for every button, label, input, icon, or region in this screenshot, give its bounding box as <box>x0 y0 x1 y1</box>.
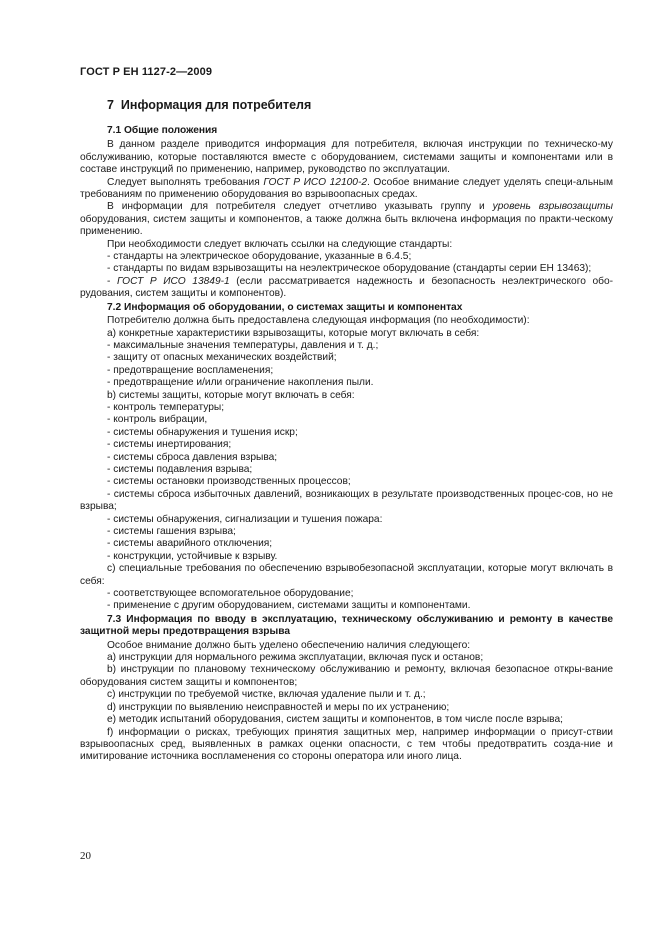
subsection-7-2-title: 7.2 Информация об оборудовании, о системах защиты и компонентах <box>107 301 463 313</box>
list-item: - предотвращение и/или ограничение накопления пыли. <box>107 377 374 389</box>
subsection-7-3-title: 7.3 Информация по вводу в эксплуатацию, техническому обслуживанию и ремонту в качестве защитной меры предотвращения взрыва <box>80 613 613 638</box>
section-number: 7 <box>107 98 114 112</box>
list-item: b) системы защиты, которые могут включать в себя: <box>107 389 355 401</box>
standard-ref: ГОСТ Р ИСО 12100-2 <box>263 176 368 188</box>
list-item: - системы обнаружения, сигнализации и тушения пожара: <box>107 513 383 525</box>
list-item: - стандарты на электрическое оборудование, указанные в 6.4.5; <box>107 251 412 263</box>
paragraph: Потребителю должна быть предоставлена следующая информация (по необходимости): <box>107 315 530 327</box>
list-item: - системы обнаружения и тушения искр; <box>107 426 298 438</box>
list-item: - контроль вибрации, <box>107 414 208 426</box>
list-item: - максимальные значения температуры, давления и т. д.; <box>107 339 379 351</box>
document-id: ГОСТ Р ЕН 1127-2—2009 <box>80 66 213 78</box>
section-title: Информация для потребителя <box>120 98 312 112</box>
list-item: f) информации о рисках, требующих принятия защитных мер, например информации о присут-ствии взрывоопасных сред, выявленных в рамках оценки опасности, с тем чтобы предотвратить созда-ние и имитирование источника воспламенения со стороны оператора или иного лица. <box>80 726 613 763</box>
list-item: - конструкции, устойчивые к взрыву. <box>107 550 278 562</box>
paragraph: Особое внимание должно быть уделено обеспечению наличия следующего: <box>107 639 471 651</box>
list-item: - контроль температуры; <box>107 401 225 413</box>
list-item: - системы инертирования; <box>107 439 232 451</box>
paragraph: В информации для потребителя следует отчетливо указывать группу и уровень взрывозащиты оборудования, систем защиты и компонентов, а также должна быть включена информация по практи-ческому применению. <box>80 201 613 238</box>
list-item: e) методик испытаний оборудования, систем защиты и компонентов, в том числе после взрыва; <box>107 714 563 726</box>
list-item: a) инструкции для нормального режима эксплуатации, включая пуск и останов; <box>107 652 484 664</box>
list-item: - системы сброса давления взрыва; <box>107 451 278 463</box>
subsection-7-1-title: 7.1 Общие положения <box>107 125 218 136</box>
list-item: b) инструкции по плановому техническому обслуживанию и ремонту, включая безопасное откры-вание оборудования систем защиты и компонентов; <box>80 664 613 688</box>
list-item: - применение с другим оборудованием, системами защиты и компонентами. <box>107 600 471 612</box>
list-item: - системы подавления взрыва; <box>107 463 253 475</box>
section-heading <box>107 98 311 112</box>
list-item: - защиту от опасных механических воздействий; <box>107 352 337 364</box>
document-body <box>80 124 613 764</box>
list-item: c) инструкции по требуемой чистке, включая удаление пыли и т. д.; <box>107 689 426 701</box>
list-item: - системы остановки производственных процессов; <box>107 476 351 488</box>
list-item: - системы аварийного отключения; <box>107 538 273 550</box>
list-item: a) конкретные характеристики взрывозащиты, которые могут включать в себя: <box>107 327 480 339</box>
emphasis: уровень взрывозащиты <box>492 201 613 213</box>
list-item: c) специальные требования по обеспечению взрывобезопасной эксплуатации, которые могут включать в себя: <box>80 563 613 587</box>
paragraph: В данном разделе приводится информация для потребителя, включая инструкции по техническо-му обслуживанию, которые поставляются вместе с оборудованием, системами защиты и компонентами или в составе инструкций по применению, например, руководство по эксплуатации. <box>80 139 613 176</box>
list-item: - ГОСТ Р ИСО 13849-1 (если рассматривается надежность и безопасность неэлектрического обо-рудования, систем защиты и компонентов). <box>80 275 614 300</box>
list-item: - системы гашения взрыва; <box>107 526 236 537</box>
list-item: - предотвращение воспламенения; <box>107 364 274 376</box>
list-item: - стандарты по видам взрывозащиты на неэлектрическое оборудование (стандарты серии ЕН 13463); <box>107 263 592 275</box>
paragraph: Следует выполнять требования ГОСТ Р ИСО 12100-2. Особое внимание следует уделять специ-альным требованиям по применению оборудования во взрывоопасных средах. <box>80 176 613 201</box>
paragraph: При необходимости следует включать ссылки на следующие стандарты: <box>107 238 453 250</box>
page-number: 20 <box>80 850 91 862</box>
standard-ref: ГОСТ Р ИСО 13849-1 <box>116 275 230 287</box>
list-item: - соответствующее вспомогательное оборудование; <box>107 588 354 600</box>
list-item: d) инструкции по выявлению неисправностей и меры по их устранению; <box>107 701 450 713</box>
list-item: - системы сброса избыточных давлений, возникающих в результате производственных процес-сов, но не взрыва; <box>80 488 613 513</box>
